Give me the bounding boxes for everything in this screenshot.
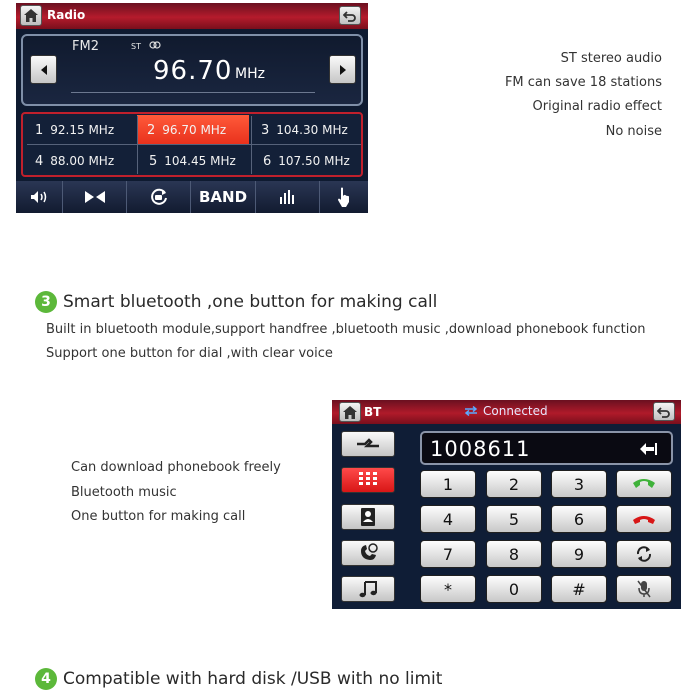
section-3-heading (35, 291, 437, 313)
stereo-label: ST (131, 42, 141, 51)
section-title: Smart bluetooth ,one button for making call (63, 292, 438, 312)
key-5[interactable]: 5 (486, 505, 542, 533)
hand-pointer-icon (336, 186, 352, 208)
key-hash[interactable]: # (551, 575, 607, 603)
equalizer-button[interactable] (256, 181, 320, 213)
preset-number: 6 (263, 153, 272, 169)
key-9[interactable]: 9 (551, 540, 607, 568)
connection-status-text: Connected (483, 404, 548, 418)
key-6[interactable]: 6 (551, 505, 607, 533)
connection-status (464, 404, 548, 418)
bt-music-button[interactable] (341, 576, 395, 602)
frequency-scale-line (71, 92, 315, 93)
frequency-display (21, 34, 363, 106)
radio-feature: No noise (605, 124, 662, 139)
music-note-icon (358, 580, 378, 598)
preset-frequency: 96.70 MHz (162, 123, 227, 137)
seek-up-button[interactable] (329, 55, 356, 84)
radio-panel (16, 3, 368, 213)
preset-5[interactable] (139, 146, 251, 176)
backspace-icon[interactable] (639, 442, 657, 456)
call-button[interactable] (616, 470, 672, 498)
preset-4[interactable] (25, 146, 137, 176)
stereo-icon (149, 41, 161, 49)
radio-feature: FM can save 18 stations (504, 75, 662, 90)
back-button[interactable] (653, 402, 675, 421)
link-icon (355, 437, 381, 451)
preset-list (21, 112, 363, 177)
scan-button[interactable] (127, 181, 191, 213)
section-number-badge: 3 (35, 291, 57, 313)
preset-number: 4 (35, 153, 44, 169)
section-description: Support one button for dial ,with clear voice (46, 346, 333, 361)
scan-icon (149, 188, 169, 206)
key-4[interactable]: 4 (420, 505, 476, 533)
preset-divider (27, 144, 361, 145)
contacts-icon (359, 507, 377, 527)
key-star[interactable]: * (420, 575, 476, 603)
preset-divider (251, 116, 252, 174)
bt-title: BT (364, 405, 382, 419)
back-button[interactable] (339, 6, 361, 25)
section-title: Compatible with hard disk /USB with no limit (63, 669, 443, 689)
frequency-value: 96.70 (153, 56, 233, 86)
return-icon (657, 406, 671, 418)
home-icon (342, 405, 358, 420)
volume-button[interactable] (16, 181, 63, 213)
home-button[interactable] (339, 402, 361, 422)
key-2[interactable]: 2 (486, 470, 542, 498)
bt-feature: One button for making call (71, 509, 246, 524)
phonebook-button[interactable] (341, 504, 395, 530)
preset-3[interactable] (251, 115, 363, 145)
section-description: Built in bluetooth module,support handfree ,bluetooth music ,download phonebook function (46, 322, 646, 337)
hang-up-button[interactable] (616, 505, 672, 533)
mute-mic-button[interactable] (616, 575, 672, 603)
bluetooth-panel (332, 400, 681, 609)
key-0[interactable]: 0 (486, 575, 542, 603)
bt-title-bar (332, 400, 681, 424)
key-3[interactable]: 3 (551, 470, 607, 498)
preset-frequency: 88.00 MHz (50, 154, 115, 168)
bowtie-icon (84, 190, 106, 204)
preset-6[interactable] (253, 146, 365, 176)
band-button-label: BAND (198, 188, 248, 206)
preset-number: 1 (35, 122, 44, 138)
preset-number: 5 (149, 153, 158, 169)
radio-title-bar (16, 3, 368, 29)
band-button[interactable] (191, 181, 256, 213)
touch-button[interactable] (320, 181, 368, 213)
key-8[interactable]: 8 (486, 540, 542, 568)
fader-button[interactable] (63, 181, 127, 213)
preset-frequency: 104.45 MHz (164, 154, 236, 168)
key-1[interactable]: 1 (420, 470, 476, 498)
preset-frequency: 92.15 MHz (50, 123, 115, 137)
radio-feature: Original radio effect (532, 99, 662, 114)
dialed-number: 1008611 (430, 437, 531, 461)
home-button[interactable] (20, 5, 42, 26)
bt-feature: Can download phonebook freely (71, 460, 281, 475)
key-7[interactable]: 7 (420, 540, 476, 568)
hang-up-icon (631, 512, 657, 526)
phone-call-icon (631, 477, 657, 491)
preset-number: 2 (147, 122, 156, 138)
preset-1[interactable] (25, 115, 137, 145)
home-icon (23, 8, 39, 23)
radio-title: Radio (47, 8, 86, 22)
band-label: FM2 (72, 39, 99, 54)
call-log-button[interactable] (341, 540, 395, 566)
keypad-button[interactable] (341, 467, 395, 493)
arrow-right-icon (338, 64, 348, 76)
radio-toolbar (16, 181, 368, 213)
return-icon (343, 10, 357, 22)
preset-divider (137, 116, 138, 174)
call-history-icon (358, 543, 378, 563)
frequency-unit: MHz (235, 66, 265, 82)
keypad-icon (357, 471, 379, 489)
arrow-left-icon (39, 64, 49, 76)
bt-feature: Bluetooth music (71, 485, 177, 500)
seek-down-button[interactable] (30, 55, 57, 84)
bt-connect-button[interactable] (341, 431, 395, 457)
speaker-icon (29, 189, 49, 205)
preset-number: 3 (261, 122, 270, 138)
transfer-arrows-icon (464, 406, 478, 416)
section-4-heading (35, 668, 442, 690)
mic-mute-icon (636, 579, 652, 599)
preset-frequency: 104.30 MHz (276, 123, 348, 137)
dialed-number-display (420, 431, 673, 465)
transfer-button[interactable] (616, 540, 672, 568)
section-number-badge: 4 (35, 668, 57, 690)
preset-2[interactable] (137, 115, 249, 145)
radio-feature: ST stereo audio (560, 51, 662, 66)
switch-icon (635, 545, 653, 563)
preset-frequency: 107.50 MHz (278, 154, 350, 168)
equalizer-icon (278, 189, 298, 205)
